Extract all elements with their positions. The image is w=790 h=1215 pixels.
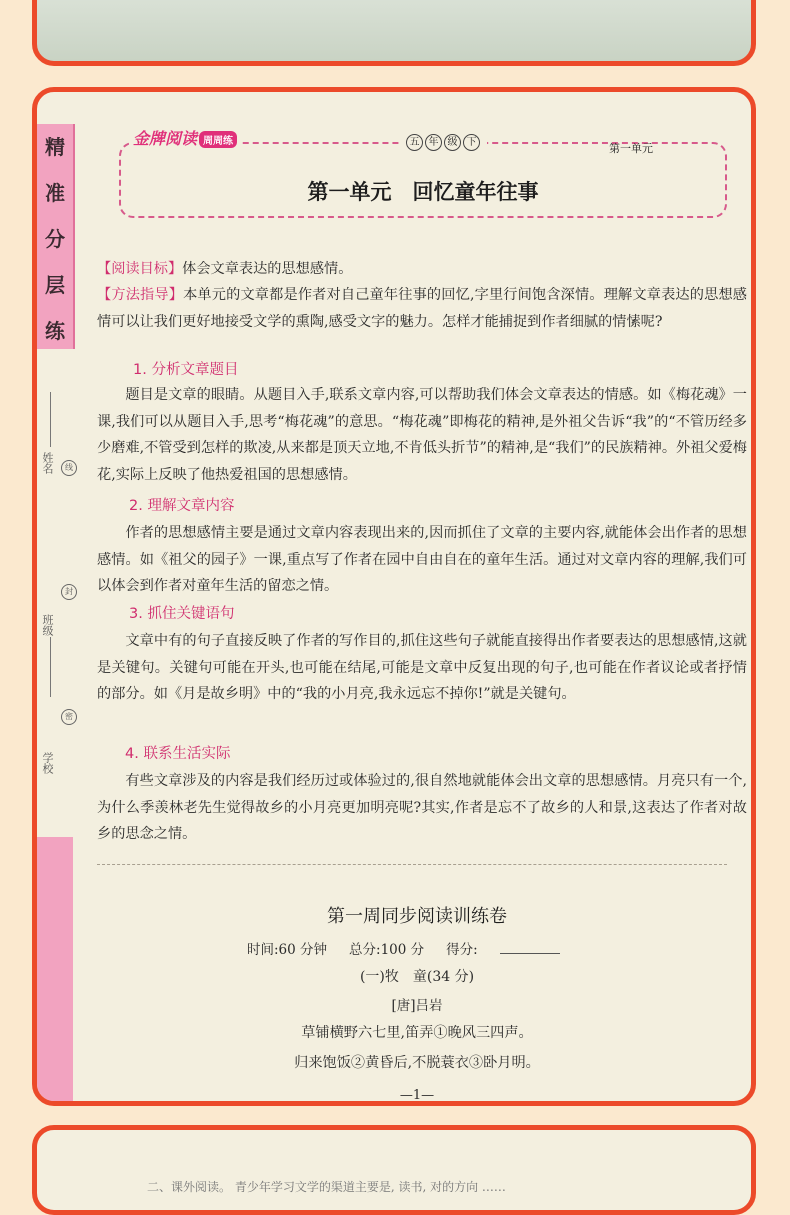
grade-char: 下: [463, 134, 480, 151]
poem-title: (一)牧 童(34 分): [359, 969, 475, 985]
section-heading: 4. 联系生活实际: [125, 746, 231, 762]
next-page-frame: [32, 1125, 756, 1215]
brand-name: 金牌阅读: [133, 129, 198, 148]
section-text: 有些文章涉及的内容是我们经历过或体验过的,很自然地就能体会出文章的思想感情。月亮只有一个,为什么季羡林老先生觉得故乡的小月亮更加明亮呢?其实,作者是忘不了故乡的人和景,这表达了作者对故乡的思念之情。: [97, 773, 747, 843]
reading-goal: [97, 256, 747, 283]
section-text: 文章中有的句子直接反映了作者的写作目的,抓住这些句子就能直接得出作者要表达的思想感情,这就是关键句。关键句可能在开头,也可能在结尾,可能是文章中反复出现的句子,也可能在作者议论或者抒情的部分。如《月是故乡明》中的“我的小月亮,我永远忘不掉你!”就是关键句。: [97, 633, 747, 703]
score-blank[interactable]: [500, 953, 560, 954]
exam-meta: [247, 938, 604, 958]
goal-label: 【阅读目标】: [97, 261, 183, 277]
brand-tag: 周周练: [199, 131, 237, 148]
side-char: 精: [45, 135, 65, 159]
method-guide: [97, 282, 747, 335]
method-label: 【方法指导】: [97, 287, 184, 303]
poem-author: [唐]吕岩: [391, 998, 443, 1014]
goal-text: 体会文章表达的思想感情。: [182, 261, 353, 277]
side-char: 准: [45, 181, 65, 205]
exam-score-label: 得分:: [446, 942, 582, 958]
section-text: 作者的思想感情主要是通过文章内容表现出来的,因而抓住了文章的主要内容,就能体会出作者的思想感情。如《祖父的园子》一课,重点写了作者在园中自由自在的童年生活。通过对文章内容的理解,我们可以体会到作者对童年生活的留恋之情。: [97, 525, 747, 595]
side-strip-lower: [37, 837, 73, 1106]
exam-title: 第一周同步阅读训练卷: [327, 906, 507, 927]
method-text: 本单元的文章都是作者对自己童年往事的回忆,字里行间饱含深情。理解文章表达的思想感情可以让我们更好地接受文学的熏陶,感受文字的魅力。怎样才能捕捉到作者细腻的情愫呢?: [97, 287, 747, 330]
page-number: —1—: [399, 1088, 435, 1103]
section-heading: 3. 抓住关键语句: [129, 606, 235, 622]
side-rule: [50, 637, 51, 697]
class-label: 班级: [41, 614, 54, 636]
unit-mini-label: 第一单元: [609, 142, 653, 155]
exam-total: 总分:100 分: [349, 942, 425, 958]
grade-label: [399, 134, 487, 151]
side-mark: 线: [61, 460, 77, 476]
side-char: 练: [45, 319, 65, 343]
grade-char: 五: [406, 134, 423, 151]
grade-char: 级: [444, 134, 461, 151]
side-strip: [37, 124, 75, 349]
page-frame: [32, 87, 756, 1106]
next-page-text: 二、课外阅读。 青少年学习文学的渠道主要是, 读书, 对的方向 ……: [147, 1180, 506, 1194]
school-label: 学校: [41, 752, 54, 774]
side-rule: [50, 392, 51, 447]
brand-logo: [129, 126, 241, 149]
side-char: 层: [45, 273, 65, 297]
grade-char: 年: [425, 134, 442, 151]
exam-time: 时间:60 分钟: [247, 942, 328, 958]
section-text: 题目是文章的眼睛。从题目入手,联系文章内容,可以帮助我们体会文章表达的情感。如《梅花魂》一课,我们可以从题目入手,思考“梅花魂”的意思。“梅花魂”即梅花的精神,是外祖父告诉“我”的“不管历经多少磨难,不管受到怎样的欺凌,从来都是顶天立地,不肯低头折节”的精神,是“我们”的民族精神。外祖父爱梅花,实际上反映了他热爱祖国的思想感情。: [97, 387, 747, 483]
section-heading: 2. 理解文章内容: [129, 498, 235, 514]
name-label: 姓名: [41, 452, 54, 474]
poem-line: 归来饱饭②黄昏后,不脱蓑衣③卧月明。: [294, 1055, 540, 1071]
side-mark: 密: [61, 709, 77, 725]
section-heading: 1. 分析文章题目: [133, 362, 239, 378]
poem-line: 草铺横野六七里,笛弄①晚风三四声。: [301, 1025, 533, 1041]
divider: [97, 864, 727, 865]
previous-page-frame: [32, 0, 756, 66]
unit-title: 第一单元 回忆童年往事: [307, 180, 539, 204]
side-char: 分: [45, 227, 65, 251]
side-mark: 封: [61, 584, 77, 600]
